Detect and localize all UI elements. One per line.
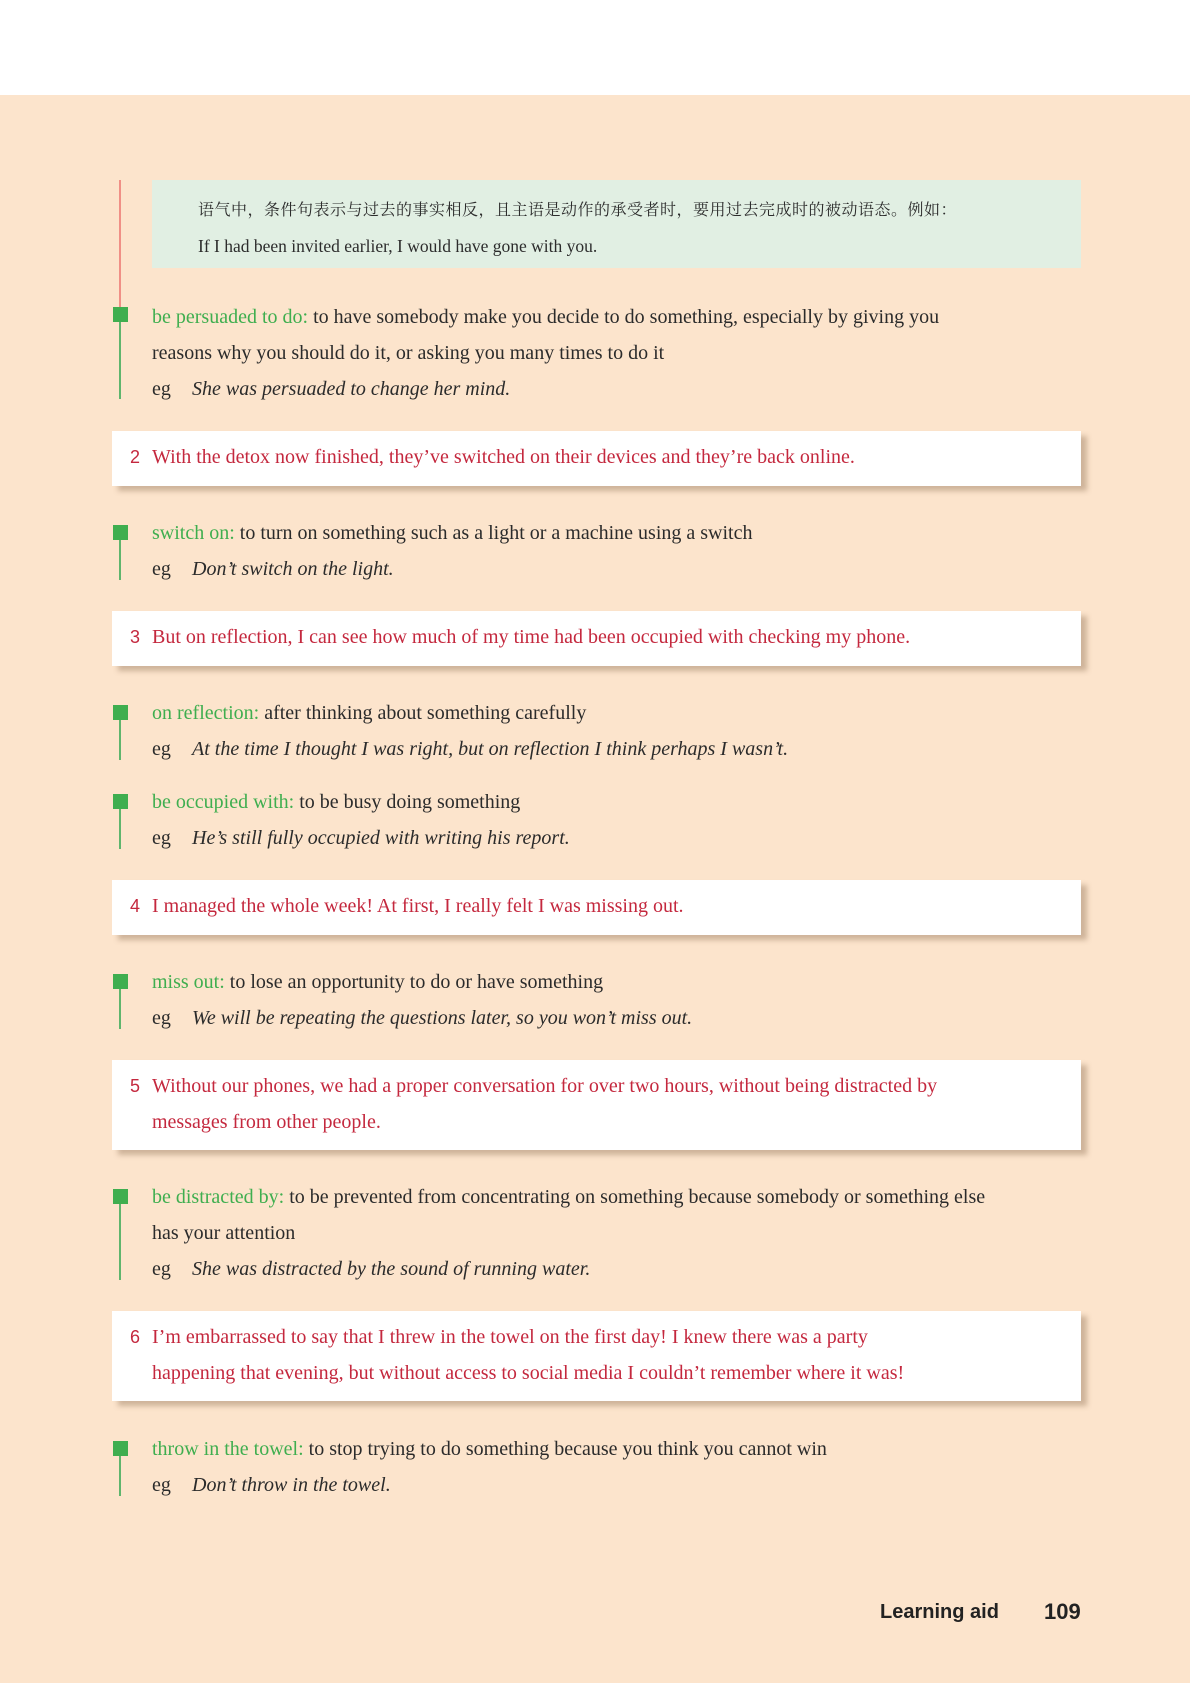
- sentence-box: [112, 1060, 1081, 1150]
- vocab-definition: after thinking about something carefully: [259, 702, 587, 724]
- vocab-example-line: [152, 1000, 1090, 1036]
- entry-marker: [113, 974, 128, 989]
- sentence-text-cont: happening that evening, but without access to social media I couldn’t remember where it was!: [152, 1362, 905, 1384]
- vocab-definition: to turn on something such as a light or a machine using a switch: [234, 522, 753, 544]
- sentence-text: With the detox now finished, they’ve switched on their devices and they’re back online.: [152, 446, 855, 468]
- vocab-term: be distracted by:: [152, 1186, 285, 1208]
- vocab-term: miss out:: [152, 971, 225, 993]
- page-number: 109: [1044, 1599, 1081, 1624]
- sentence-box: [112, 880, 1081, 935]
- vocab-definition: to be busy doing something: [294, 791, 521, 813]
- sentence-text: I’m embarrassed to say that I threw in the towel on the first day! I knew there was a party: [152, 1326, 868, 1348]
- eg-label: eg: [152, 738, 171, 760]
- vocab-example-line: [152, 731, 1090, 767]
- eg-label: eg: [152, 827, 171, 849]
- sentence-number: 4: [130, 896, 141, 916]
- vocab-definition-cont: reasons why you should do it, or asking you many times to do it: [152, 342, 665, 364]
- vocab-term: throw in the towel:: [152, 1438, 304, 1460]
- entry-marker: [113, 1189, 128, 1204]
- entry-marker: [113, 1441, 128, 1456]
- sentence-number: 2: [130, 447, 141, 467]
- vocab-example: We will be repeating the questions later, so you won’t miss out.: [192, 1007, 693, 1029]
- vocab-example: Don’t throw in the towel.: [192, 1474, 391, 1496]
- sentence-number: 6: [130, 1327, 141, 1347]
- note-example: If I had been invited earlier, I would have gone with you.: [198, 236, 598, 256]
- vocab-entry: [152, 964, 1090, 1000]
- grammar-note: [152, 180, 1081, 268]
- vocab-entry: [152, 1179, 1090, 1215]
- sentence-text: But on reflection, I can see how much of my time had been occupied with checking my phone.: [152, 626, 911, 648]
- vocab-example: Don’t switch on the light.: [192, 558, 394, 580]
- vocab-definition: to be prevented from concentrating on something because somebody or something else: [284, 1186, 986, 1208]
- sentence-text: I managed the whole week! At first, I really felt I was missing out.: [152, 895, 684, 917]
- vocab-example: She was persuaded to change her mind.: [192, 378, 511, 400]
- entry-marker: [113, 794, 128, 809]
- vocab-entry: [152, 515, 1090, 551]
- sentence-box: [112, 431, 1081, 486]
- vocab-entry: [152, 1431, 1090, 1467]
- sentence-number: 3: [130, 627, 141, 647]
- vocab-term: switch on:: [152, 522, 235, 544]
- vocab-term: be persuaded to do:: [152, 306, 309, 328]
- eg-label: eg: [152, 1258, 171, 1280]
- vocab-entry: [152, 784, 1090, 820]
- note-chinese-text: 语气中，条件句表示与过去的事实相反，且主语是动作的承受者时，要用过去完成时的被动语态。例如：: [198, 200, 958, 219]
- vocab-entry: [152, 695, 1090, 731]
- vocab-example: She was distracted by the sound of running water.: [192, 1258, 591, 1280]
- vocab-entry: [152, 299, 1090, 335]
- sentence-number: 5: [130, 1076, 141, 1096]
- sentence-box: [112, 611, 1081, 666]
- vocab-example-line: [152, 551, 1090, 587]
- vocab-definition-cont: has your attention: [152, 1222, 296, 1244]
- vocab-term: be occupied with:: [152, 791, 295, 813]
- sentence-text: Without our phones, we had a proper conversation for over two hours, without being distracted by: [152, 1075, 938, 1097]
- sentence-text-cont: messages from other people.: [152, 1111, 381, 1133]
- vocab-definition: to lose an opportunity to do or have something: [224, 971, 604, 993]
- vocab-definition: to stop trying to do something because you think you cannot win: [303, 1438, 827, 1460]
- vocab-example-line: [152, 820, 1090, 856]
- vocab-example-line: [152, 371, 1090, 407]
- vocab-example-line: [152, 1251, 1090, 1287]
- vocab-definition: to have somebody make you decide to do something, especially by giving you: [308, 306, 940, 328]
- eg-label: eg: [152, 378, 171, 400]
- entry-marker: [113, 307, 128, 322]
- vocab-term: on reflection:: [152, 702, 260, 724]
- eg-label: eg: [152, 1474, 171, 1496]
- sentence-box: [112, 1311, 1081, 1401]
- eg-label: eg: [152, 1007, 171, 1029]
- entry-marker: [113, 525, 128, 540]
- vocab-example: He’s still fully occupied with writing his report.: [192, 827, 570, 849]
- eg-label: eg: [152, 558, 171, 580]
- footer-section-label: Learning aid: [880, 1601, 999, 1623]
- note-side-line: [119, 180, 121, 315]
- vocab-example: At the time I thought I was right, but on reflection I think perhaps I wasn’t.: [192, 738, 789, 760]
- vocab-example-line: [152, 1467, 1090, 1503]
- entry-marker: [113, 705, 128, 720]
